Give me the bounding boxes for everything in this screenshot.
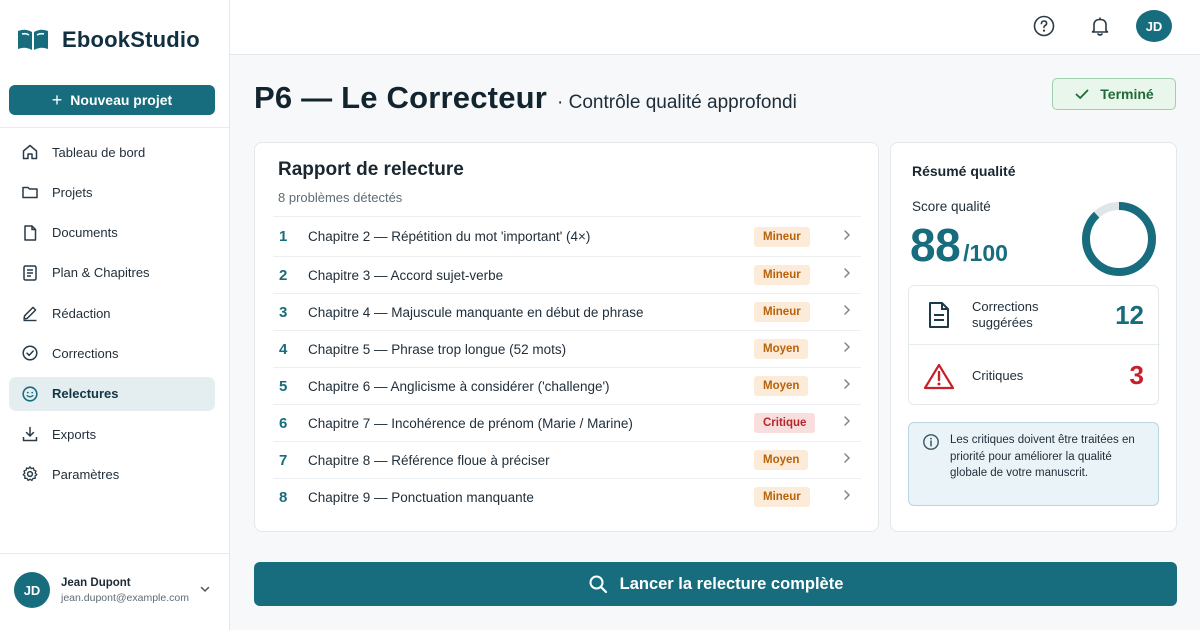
page-header bbox=[254, 80, 797, 116]
quality-title: Résumé qualité bbox=[912, 163, 1016, 179]
user-info bbox=[61, 577, 189, 604]
new-project-label: Nouveau projet bbox=[70, 92, 173, 108]
sidebar-item-label: Documents bbox=[52, 225, 118, 241]
issue-number: 5 bbox=[279, 377, 288, 395]
stat-critical bbox=[909, 346, 1160, 405]
sidebar-item-label: Paramètres bbox=[52, 466, 120, 482]
chevron-right-icon[interactable] bbox=[842, 488, 852, 506]
report-subtitle: 8 problèmes détectés bbox=[278, 190, 403, 205]
sidebar-item-label: Plan & Chapitres bbox=[52, 265, 150, 281]
issue-number: 7 bbox=[279, 451, 288, 469]
sidebar-item-label: Relectures bbox=[52, 386, 119, 402]
severity-badge: Moyen bbox=[754, 450, 808, 470]
issue-number: 2 bbox=[279, 266, 288, 284]
download-icon bbox=[21, 425, 39, 443]
issue-row[interactable] bbox=[273, 256, 861, 293]
issue-text: Chapitre 8 — Référence floue à préciser bbox=[308, 452, 550, 468]
smile-icon bbox=[21, 385, 39, 403]
sidebar-item-exports[interactable] bbox=[9, 417, 215, 451]
list-icon bbox=[21, 264, 39, 282]
issue-row[interactable] bbox=[273, 216, 861, 256]
document-icon bbox=[21, 224, 39, 242]
sidebar-item-label: Exports bbox=[52, 426, 97, 442]
severity-badge: Moyen bbox=[754, 339, 808, 359]
issue-row[interactable] bbox=[273, 293, 861, 330]
sidebar-nav bbox=[9, 135, 215, 498]
chevron-right-icon[interactable] bbox=[842, 414, 852, 432]
chevron-down-icon[interactable] bbox=[199, 582, 211, 600]
help-icon[interactable] bbox=[1032, 14, 1056, 38]
issue-number: 1 bbox=[279, 228, 288, 245]
sidebar-item-projects[interactable] bbox=[9, 175, 215, 209]
app-name: EbookStudio bbox=[62, 27, 200, 52]
sidebar-item-settings[interactable] bbox=[9, 457, 215, 491]
info-icon bbox=[922, 433, 940, 456]
score-max: /100 bbox=[963, 240, 1008, 266]
page-subtitle: · Contrôle qualité approfondi bbox=[557, 92, 797, 113]
top-bar bbox=[230, 0, 1200, 55]
chevron-right-icon[interactable] bbox=[842, 303, 852, 321]
user-profile[interactable] bbox=[0, 560, 229, 620]
cta-label: Lancer la relecture complète bbox=[619, 574, 844, 593]
issue-row[interactable] bbox=[273, 404, 861, 441]
score-ring bbox=[1077, 197, 1161, 281]
sidebar-item-label: Corrections bbox=[52, 345, 119, 361]
issue-text: Chapitre 5 — Phrase trop longue (52 mots) bbox=[308, 341, 567, 357]
avatar: JD bbox=[14, 572, 50, 608]
issue-text: Chapitre 2 — Répétition du mot 'important' (4×) bbox=[308, 229, 591, 244]
stat-value: 12 bbox=[1115, 299, 1144, 330]
sidebar-item-label: Tableau de bord bbox=[52, 144, 146, 160]
gear-icon bbox=[21, 465, 39, 483]
issue-row[interactable] bbox=[273, 367, 861, 404]
sidebar-item-label: Projets bbox=[52, 184, 93, 200]
issue-text: Chapitre 3 — Accord sujet-verbe bbox=[308, 267, 504, 283]
severity-badge: Mineur bbox=[754, 265, 810, 285]
sidebar-item-corrections[interactable] bbox=[9, 336, 215, 370]
issue-row[interactable] bbox=[273, 478, 861, 515]
severity-badge: Mineur bbox=[754, 227, 810, 247]
stat-corrections bbox=[909, 286, 1160, 345]
chevron-right-icon[interactable] bbox=[842, 266, 852, 284]
score-ring-fill bbox=[1086, 206, 1152, 272]
info-box bbox=[908, 422, 1159, 506]
issue-number: 6 bbox=[279, 414, 288, 432]
bell-icon[interactable] bbox=[1088, 14, 1112, 38]
user-name: Jean Dupont bbox=[61, 576, 131, 589]
warning-icon bbox=[922, 362, 956, 390]
brand[interactable] bbox=[0, 0, 229, 80]
issue-text: Chapitre 9 — Ponctuation manquante bbox=[308, 489, 534, 505]
score-value: 88 bbox=[910, 219, 961, 271]
document-icon bbox=[922, 300, 956, 330]
book-icon bbox=[16, 27, 50, 53]
report-card bbox=[254, 142, 879, 532]
stat-value: 3 bbox=[1129, 360, 1144, 390]
issue-number: 4 bbox=[279, 340, 288, 358]
issue-list bbox=[273, 216, 861, 515]
info-text: Les critiques doivent être traitées en priorité pour améliorer la qualité globale de votre manuscrit. bbox=[950, 434, 1135, 479]
sidebar-item-writing[interactable] bbox=[9, 296, 215, 330]
sidebar-item-proofreading[interactable] bbox=[9, 377, 215, 411]
chevron-right-icon[interactable] bbox=[842, 377, 852, 395]
sidebar-item-documents[interactable] bbox=[9, 216, 215, 250]
chevron-right-icon[interactable] bbox=[842, 451, 852, 469]
status-badge bbox=[1052, 78, 1176, 110]
search-icon bbox=[588, 574, 608, 594]
check-icon bbox=[1074, 86, 1090, 102]
severity-badge: Mineur bbox=[754, 487, 810, 507]
main-content bbox=[230, 0, 1200, 630]
new-project-button[interactable] bbox=[9, 85, 215, 115]
quality-card bbox=[890, 142, 1177, 532]
folder-icon bbox=[21, 183, 39, 201]
user-avatar[interactable]: JD bbox=[1136, 10, 1172, 42]
pencil-icon bbox=[21, 304, 39, 322]
stat-label: Corrections suggérées bbox=[972, 299, 1039, 330]
check-circle-icon bbox=[21, 344, 39, 362]
issue-text: Chapitre 4 — Majuscule manquante en début de phrase bbox=[308, 304, 644, 320]
status-label: Terminé bbox=[1100, 86, 1154, 102]
report-title: Rapport de relecture bbox=[278, 159, 464, 180]
chevron-right-icon[interactable] bbox=[842, 340, 852, 358]
page-title: P6 — Le Correcteur bbox=[254, 80, 548, 115]
issue-number: 8 bbox=[279, 488, 288, 506]
sidebar-item-dashboard[interactable] bbox=[9, 135, 215, 169]
stat-label: Critiques bbox=[972, 367, 1024, 383]
severity-badge: Moyen bbox=[754, 376, 808, 396]
chevron-right-icon[interactable] bbox=[842, 228, 852, 246]
user-email: jean.dupont@example.com bbox=[61, 591, 189, 604]
start-full-review-button[interactable] bbox=[254, 562, 1177, 606]
severity-badge: Critique bbox=[754, 413, 815, 433]
divider bbox=[0, 127, 229, 128]
score-display bbox=[910, 218, 1008, 272]
stats-box bbox=[908, 285, 1159, 405]
issue-text: Chapitre 6 — Anglicisme à considérer ('challenge') bbox=[308, 378, 610, 394]
sidebar-item-outline[interactable] bbox=[9, 256, 215, 290]
plus-icon: + bbox=[51, 90, 63, 110]
divider bbox=[0, 553, 229, 554]
issue-number: 3 bbox=[279, 303, 288, 321]
issue-text: Chapitre 7 — Incohérence de prénom (Marie / Marine) bbox=[308, 415, 633, 431]
score-label: Score qualité bbox=[912, 199, 991, 214]
sidebar-item-label: Rédaction bbox=[52, 305, 111, 321]
severity-badge: Mineur bbox=[754, 302, 810, 322]
home-icon bbox=[21, 143, 39, 161]
sidebar bbox=[0, 0, 230, 630]
issue-row[interactable] bbox=[273, 441, 861, 478]
issue-row[interactable] bbox=[273, 330, 861, 367]
